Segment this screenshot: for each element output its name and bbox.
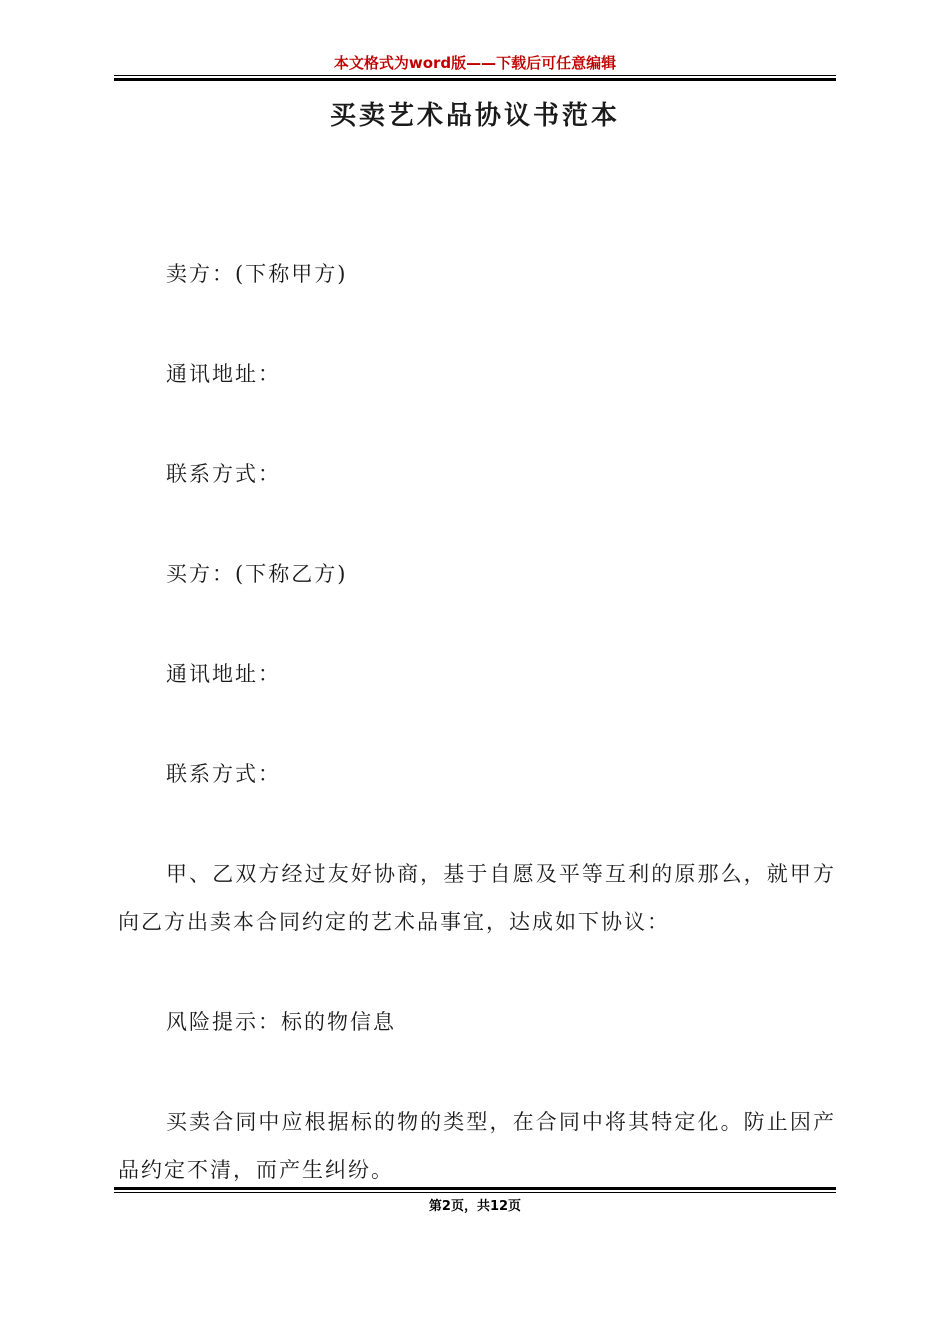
header-rule-thick: [114, 78, 836, 81]
footer-rule-thick: [114, 1187, 836, 1190]
seller-contact-line: 联系方式：: [166, 462, 281, 486]
risk-note-heading: 风险提示：标的物信息: [166, 1010, 396, 1034]
header-rule: [114, 75, 836, 81]
document-body: [118, 250, 836, 1246]
document-title: 买卖艺术品协议书范本: [329, 101, 620, 131]
page-number: 第2页，共12页: [428, 1199, 522, 1214]
buyer-address-line: 通讯地址：: [166, 662, 281, 686]
buyer-line: 买方：(下称乙方): [166, 562, 348, 586]
footer-rule-thin: [114, 1192, 836, 1193]
header-note: 本文格式为word版——下载后可任意编辑: [333, 54, 617, 72]
buyer-contact-line: 联系方式：: [166, 762, 281, 786]
risk-note-paragraph: 买卖合同中应根据标的物的类型，在合同中将其特定化。防止因产品约定不清，而产生纠纷。: [118, 1110, 836, 1182]
header-rule-thin: [114, 75, 836, 76]
seller-address-line: 通讯地址：: [166, 362, 281, 386]
footer-rule: [114, 1187, 836, 1193]
seller-line: 卖方：(下称甲方): [166, 262, 348, 286]
agreement-intro-paragraph: 甲、乙双方经过友好协商，基于自愿及平等互利的原那么，就甲方向乙方出卖本合同约定的艺术品事宜，达成如下协议：: [118, 862, 836, 934]
